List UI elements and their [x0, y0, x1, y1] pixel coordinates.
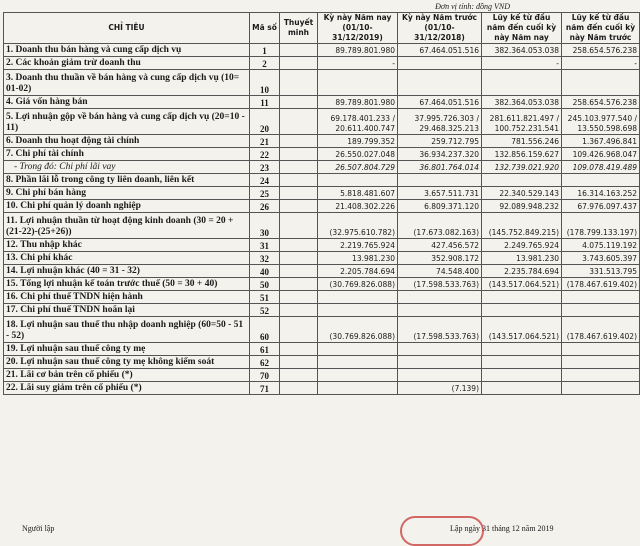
row-code: 25: [250, 187, 280, 200]
table-row: [4, 304, 640, 317]
row-code: 61: [250, 343, 280, 356]
row-ytd-previous: 245.103.977.540 / 13.550.598.698: [562, 109, 640, 135]
table-row: [4, 213, 640, 239]
row-note: [280, 161, 318, 174]
row-ytd-previous: 4.075.119.192: [562, 239, 640, 252]
row-note: [280, 291, 318, 304]
row-ytd-previous: [562, 343, 640, 356]
row-previous: [398, 174, 482, 187]
row-previous: 6.809.371.120: [398, 200, 482, 213]
row-previous: 37.995.726.303 / 29.468.325.213: [398, 109, 482, 135]
footer-prepared-by: Người lập: [22, 524, 55, 533]
row-label: 8. Phần lãi lỗ trong công ty liên doanh, liên kết: [4, 174, 250, 187]
row-note: [280, 382, 318, 395]
row-current: 2.219.765.924: [318, 239, 398, 252]
table-row: [4, 239, 640, 252]
table-row: [4, 96, 640, 109]
row-current: [318, 369, 398, 382]
row-current: 13.981.230: [318, 252, 398, 265]
row-label: 13. Chi phí khác: [4, 252, 250, 265]
row-ytd-current: [482, 343, 562, 356]
row-note: [280, 96, 318, 109]
row-note: [280, 70, 318, 96]
col-header-ytd-previous: Lũy kế từ đầu năm đến cuối kỳ này Năm trước: [562, 13, 640, 44]
row-previous: [398, 343, 482, 356]
row-note: [280, 200, 318, 213]
row-code: 26: [250, 200, 280, 213]
row-note: [280, 174, 318, 187]
col-header-previous: Kỳ này Năm trước (01/10-31/12/2018): [398, 13, 482, 44]
row-current: [318, 174, 398, 187]
row-current: 69.178.401.233 / 20.611.400.747: [318, 109, 398, 135]
row-ytd-current: (143.517.064.521): [482, 317, 562, 343]
table-row: [4, 135, 640, 148]
row-previous: 3.657.511.731: [398, 187, 482, 200]
row-note: [280, 369, 318, 382]
row-previous: (17.598.533.763): [398, 278, 482, 291]
row-label: 20. Lợi nhuận sau thuế công ty mẹ không kiểm soát: [4, 356, 250, 369]
row-current: 2.205.784.694: [318, 265, 398, 278]
table-row: [4, 174, 640, 187]
row-ytd-current: 92.089.948.232: [482, 200, 562, 213]
row-previous: [398, 304, 482, 317]
row-ytd-current: 22.340.529.143: [482, 187, 562, 200]
row-current: (32.975.610.782): [318, 213, 398, 239]
row-label: 15. Tổng lợi nhuận kế toán trước thuế (50 = 30 + 40): [4, 278, 250, 291]
row-current: (30.769.826.088): [318, 278, 398, 291]
unit-note: Đơn vị tính: đồng VND: [435, 2, 510, 11]
table-row: [4, 109, 640, 135]
row-note: [280, 148, 318, 161]
row-note: [280, 252, 318, 265]
row-ytd-previous: (178.799.133.197): [562, 213, 640, 239]
row-ytd-current: (145.752.849.215): [482, 213, 562, 239]
row-ytd-previous: 67.976.097.437: [562, 200, 640, 213]
table-row: [4, 161, 640, 174]
row-label: 9. Chi phí bán hàng: [4, 187, 250, 200]
row-current: 21.408.302.226: [318, 200, 398, 213]
row-label: 2. Các khoản giảm trừ doanh thu: [4, 57, 250, 70]
row-label: 21. Lãi cơ bản trên cổ phiếu (*): [4, 369, 250, 382]
row-current: [318, 356, 398, 369]
table-row: [4, 70, 640, 96]
row-ytd-current: [482, 356, 562, 369]
table-row: [4, 278, 640, 291]
row-label: 10. Chi phí quản lý doanh nghiệp: [4, 200, 250, 213]
row-code: 32: [250, 252, 280, 265]
table-row: [4, 356, 640, 369]
row-current: [318, 343, 398, 356]
row-label: 4. Giá vốn hàng bán: [4, 96, 250, 109]
table-row: [4, 187, 640, 200]
table-row: [4, 343, 640, 356]
row-previous: [398, 356, 482, 369]
row-ytd-previous: 109.078.419.489: [562, 161, 640, 174]
row-ytd-current: [482, 174, 562, 187]
row-code: 70: [250, 369, 280, 382]
row-ytd-previous: 258.654.576.238: [562, 96, 640, 109]
row-label: 1. Doanh thu bán hàng và cung cấp dịch vụ: [4, 44, 250, 57]
row-note: [280, 278, 318, 291]
row-previous: (17.673.082.163): [398, 213, 482, 239]
row-label: 6. Doanh thu hoạt động tài chính: [4, 135, 250, 148]
table-row: [4, 57, 640, 70]
col-header-code: Mã số: [250, 13, 280, 44]
table-row: [4, 148, 640, 161]
row-current: -: [318, 57, 398, 70]
row-ytd-current: [482, 382, 562, 395]
row-previous: 352.908.172: [398, 252, 482, 265]
table-row: [4, 200, 640, 213]
row-current: 5.818.481.607: [318, 187, 398, 200]
row-code: 22: [250, 148, 280, 161]
row-ytd-previous: [562, 304, 640, 317]
row-current: 26.550.027.048: [318, 148, 398, 161]
row-code: 60: [250, 317, 280, 343]
row-label: - Trong đó: Chi phí lãi vay: [4, 161, 250, 174]
row-ytd-previous: (178.467.619.402): [562, 317, 640, 343]
header-row: [4, 13, 640, 44]
row-ytd-current: 2.235.784.694: [482, 265, 562, 278]
row-previous: [398, 369, 482, 382]
row-current: 89.789.801.980: [318, 44, 398, 57]
row-note: [280, 343, 318, 356]
row-previous: 427.456.572: [398, 239, 482, 252]
row-previous: [398, 291, 482, 304]
row-ytd-previous: 16.314.163.252: [562, 187, 640, 200]
row-ytd-previous: 258.654.576.238: [562, 44, 640, 57]
row-label: 17. Chi phí thuế TNDN hoãn lại: [4, 304, 250, 317]
row-previous: 67.464.051.516: [398, 96, 482, 109]
row-previous: [398, 57, 482, 70]
row-current: 89.789.801.980: [318, 96, 398, 109]
row-note: [280, 213, 318, 239]
row-ytd-current: 2.249.765.924: [482, 239, 562, 252]
row-previous: 74.548.400: [398, 265, 482, 278]
row-ytd-previous: 3.743.605.397: [562, 252, 640, 265]
row-label: 5. Lợi nhuận gộp về bán hàng và cung cấp dịch vụ (20=10 - 11): [4, 109, 250, 135]
row-code: 30: [250, 213, 280, 239]
row-note: [280, 317, 318, 343]
row-ytd-previous: [562, 291, 640, 304]
table-row: [4, 369, 640, 382]
col-header-note: Thuyết minh: [280, 13, 318, 44]
table-row: [4, 265, 640, 278]
company-stamp: [400, 516, 484, 546]
row-current: [318, 70, 398, 96]
row-ytd-previous: [562, 70, 640, 96]
row-ytd-previous: [562, 356, 640, 369]
row-label: 11. Lợi nhuận thuần từ hoạt động kinh doanh (30 = 20 + (21-22)-(25+26)): [4, 213, 250, 239]
col-header-name: CHỈ TIÊU: [4, 13, 250, 44]
row-code: 24: [250, 174, 280, 187]
row-ytd-current: [482, 291, 562, 304]
row-code: 31: [250, 239, 280, 252]
row-ytd-current: [482, 70, 562, 96]
row-code: 52: [250, 304, 280, 317]
row-previous: (7.139): [398, 382, 482, 395]
table-row: [4, 252, 640, 265]
row-label: 7. Chi phí tài chính: [4, 148, 250, 161]
row-ytd-previous: [562, 382, 640, 395]
row-ytd-previous: (178.467.619.402): [562, 278, 640, 291]
row-code: 11: [250, 96, 280, 109]
footer-date: Lập ngày 31 tháng 12 năm 2019: [450, 524, 554, 533]
row-label: 12. Thu nhập khác: [4, 239, 250, 252]
row-previous: 259.712.795: [398, 135, 482, 148]
table-row: [4, 291, 640, 304]
table-row: [4, 382, 640, 395]
row-ytd-current: 281.611.821.497 / 100.752.231.541: [482, 109, 562, 135]
table-row: [4, 317, 640, 343]
row-code: 62: [250, 356, 280, 369]
row-note: [280, 44, 318, 57]
row-current: [318, 304, 398, 317]
row-ytd-previous: 1.367.496.841: [562, 135, 640, 148]
row-note: [280, 57, 318, 70]
row-label: 14. Lợi nhuận khác (40 = 31 - 32): [4, 265, 250, 278]
row-code: 2: [250, 57, 280, 70]
row-current: [318, 291, 398, 304]
row-ytd-current: (143.517.064.521): [482, 278, 562, 291]
row-note: [280, 304, 318, 317]
row-label: 3. Doanh thu thuần về bán hàng và cung cấp dịch vụ (10= 01-02): [4, 70, 250, 96]
row-previous: [398, 70, 482, 96]
row-code: 71: [250, 382, 280, 395]
row-code: 21: [250, 135, 280, 148]
row-ytd-current: 382.364.053.038: [482, 96, 562, 109]
row-code: 20: [250, 109, 280, 135]
row-ytd-current: [482, 304, 562, 317]
row-code: 1: [250, 44, 280, 57]
income-statement-table: [3, 12, 640, 395]
table-row: [4, 44, 640, 57]
row-ytd-previous: [562, 369, 640, 382]
row-current: (30.769.826.088): [318, 317, 398, 343]
row-label: 18. Lợi nhuận sau thuế thu nhập doanh nghiệp (60=50 - 51 - 52): [4, 317, 250, 343]
row-ytd-current: [482, 369, 562, 382]
row-ytd-current: 132.739.021.920: [482, 161, 562, 174]
row-current: [318, 382, 398, 395]
row-code: 50: [250, 278, 280, 291]
row-current: 189.799.352: [318, 135, 398, 148]
row-note: [280, 135, 318, 148]
row-ytd-previous: -: [562, 57, 640, 70]
row-code: 40: [250, 265, 280, 278]
row-ytd-current: 13.981.230: [482, 252, 562, 265]
row-previous: 36.801.764.014: [398, 161, 482, 174]
row-note: [280, 356, 318, 369]
row-current: 26.507.804.729: [318, 161, 398, 174]
row-ytd-previous: [562, 174, 640, 187]
col-header-current: Kỳ này Năm nay (01/10-31/12/2019): [318, 13, 398, 44]
row-note: [280, 239, 318, 252]
row-code: 23: [250, 161, 280, 174]
row-note: [280, 187, 318, 200]
row-note: [280, 265, 318, 278]
row-label: 19. Lợi nhuận sau thuế công ty mẹ: [4, 343, 250, 356]
row-ytd-previous: 109.426.968.047: [562, 148, 640, 161]
row-previous: 67.464.051.516: [398, 44, 482, 57]
row-label: 22. Lãi suy giảm trên cổ phiếu (*): [4, 382, 250, 395]
row-previous: (17.598.533.763): [398, 317, 482, 343]
row-ytd-previous: 331.513.795: [562, 265, 640, 278]
row-ytd-current: 781.556.246: [482, 135, 562, 148]
row-previous: 36.934.237.320: [398, 148, 482, 161]
col-header-ytd-current: Lũy kế từ đầu năm đến cuối kỳ này Năm nay: [482, 13, 562, 44]
row-label: 16. Chi phí thuế TNDN hiện hành: [4, 291, 250, 304]
footer: [0, 524, 640, 535]
row-ytd-current: 132.856.159.627: [482, 148, 562, 161]
row-ytd-current: 382.364.053.038: [482, 44, 562, 57]
table-body: [4, 44, 640, 395]
row-ytd-current: -: [482, 57, 562, 70]
row-code: 10: [250, 70, 280, 96]
row-note: [280, 109, 318, 135]
row-code: 51: [250, 291, 280, 304]
